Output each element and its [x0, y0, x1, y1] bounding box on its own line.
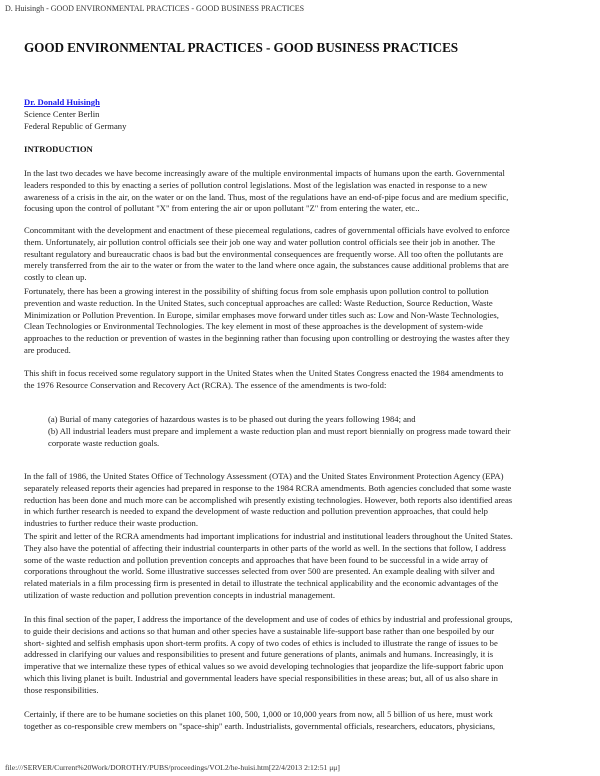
paragraph	[24, 709, 495, 733]
paragraph-line: costly to clean up.	[24, 272, 87, 283]
amendments-list	[48, 414, 511, 449]
paragraph-line: utilization of waste reduction and pollution prevention concepts in industrial management.	[24, 589, 335, 600]
paragraph	[24, 286, 510, 357]
paragraph	[24, 225, 510, 284]
list-line: corporate waste reduction goals.	[48, 437, 160, 448]
paragraph	[24, 168, 508, 215]
section-heading: INTRODUCTION	[24, 144, 93, 154]
paragraph-line: merely transferred from the air to the water or from the water to the land where once again, the substances cause additional problems that are	[24, 260, 509, 271]
paragraph-line: In this final section of the paper, I address the importance of the development and use of codes of ethics by industrial and professional groups,	[24, 614, 513, 624]
paragraph-line: corporations throughout the world. Some illustrative successes selected from over 500 are presented. An example dealing with silver and	[24, 566, 495, 577]
author-link[interactable]: Dr. Donald Huisingh	[24, 97, 100, 107]
paragraph-line: together as co-responsible crew members on "space-ship" earth. Industrialists, governmental officials, researchers, educators, physicians,	[24, 720, 496, 731]
paragraph-line: reduction has been done and much more can be accomplished wih presently existing technologies. However, both reports also identified areas	[24, 494, 513, 505]
paragraph-line: The spirit and letter of the RCRA amendments had important implications for industrial and institutional leaders throughout the United States.	[24, 531, 513, 541]
document-title: GOOD ENVIRONMENTAL PRACTICES - GOOD BUSINESS PRACTICES	[24, 40, 459, 55]
paragraph	[24, 614, 512, 697]
author-affiliation: Science Center Berlin	[24, 108, 100, 119]
paragraph	[24, 471, 512, 530]
paragraph-line: the 1976 Resource Conservation and Recovery Act (RCRA). The essence of the amendments is two-fold:	[24, 379, 387, 390]
author-country: Federal Republic of Germany	[24, 120, 127, 131]
paragraph-line: In the last two decades we have become increasingly aware of the multiple environmental impacts of humans upon the earth. Governmental	[24, 168, 505, 178]
paragraph-line: some of the waste reduction and pollution prevention concepts and approaches that have been found to be successful in a wide array of	[24, 554, 488, 565]
paragraph-line: those responsibilities.	[24, 684, 99, 695]
paragraph-line: This shift in focus received some regulatory support in the United States when the United States Congress enacted the 1984 amendments to	[24, 368, 504, 378]
paragraph-line: industries to further reduce their waste production.	[24, 518, 198, 529]
paragraph-line: Certainly, if there are to be humane societies on this planet 100, 500, 1,000 or 10,000 years from now, all 5 billion of us here, must work	[24, 709, 493, 719]
paragraph-line: focusing upon the control of pollutant "X" from entering the air or upon pollutant "Z" from entering the water, etc..	[24, 203, 420, 214]
paragraph-line: They also have the potential of affecting their industrial counterparts in other parts of the world as well. In the sections that follow, I address	[24, 542, 506, 553]
paragraph-line: which this living planet is built. Industrial and governmental leaders have special responsibilities in these areas; but, all of us also share in	[24, 672, 498, 683]
paragraph-line: In the fall of 1986, the United States Office of Technology Assessment (OTA) and the United States Environment Protection Agency (EPA)	[24, 471, 504, 481]
paragraph-line: Fortunately, there has been a growing interest in the possibility of shifting focus from sole emphasis upon pollution control to pollution	[24, 286, 489, 296]
paragraph-line: addressed in clarifying our values and responsibilities to present and future generations of plants, animals and humans. Increasingly, it is	[24, 649, 494, 660]
page-footer-url: file:///SERVER/Current%20Work/DOROTHY/PUBS/proceedings/VOL2/he-huisi.htm[22/4/2013 2:12:51 μμ]	[5, 763, 340, 772]
paragraph-line: approaches to the reduction or prevention of wastes in the beginning rather than focusing upon controlling or destroying the wastes after they	[24, 333, 510, 344]
paragraph-line: short- sighted and selfish emphasis upon short-term profits. A copy of two codes of ethics is included to illustrate the range of issues to be	[24, 637, 498, 648]
paragraph-line: imperative that we internalize these types of ethical values so we avoid developing technologies that jeopardize the life-support fabric upon	[24, 661, 504, 672]
paragraph-line: awareness of a crisis in the air, on the water or on the land. Thus, most of the regulations have an end-of-pipe focus and are medium specific,	[24, 191, 509, 202]
paragraph-line: leaders responded to this by enacting a series of pollution control legislations. Most of the legislation was enacted in response to a new	[24, 179, 488, 190]
paragraph-line: are produced.	[24, 344, 71, 355]
list-line: (b) All industrial leaders must prepare and implement a waste reduction plan and must report biennially on progress made toward their	[48, 425, 511, 436]
paragraph-line: to guide their decisions and actions so that human and other species have a sustainable life-support base rather than one bespoiled by our	[24, 625, 495, 636]
author-block	[24, 97, 126, 132]
paragraph-line: resultant regulatory and bureaucratic chaos is bad but the environmental consequences are frequently worse. All too often the pollutants are	[24, 248, 504, 259]
paragraph-line: separately released reports their agencies had prepared in response to the 1984 RCRA amendments. Both agencies concluded that some waste	[24, 482, 512, 493]
paragraph-line: Minimization or Pollution Prevention. In Europe, similar emphases move forward under titles such as: Low and Non-Waste Technologies,	[24, 309, 499, 320]
paragraph-line: them. Unfortunately, air pollution control officials see their job one way and water pollution control officials see their job in another. The	[24, 236, 496, 247]
paragraph	[24, 368, 503, 392]
paragraph-line: Clean Technologies or Environmental Technologies. The key element in most of these approaches is the development of system-wide	[24, 321, 483, 332]
list-line: (a) Burial of many categories of hazardous wastes is to be phased out during the years following 1984; and	[48, 414, 416, 424]
paragraph-line: related materials in a film processing firm is presented in detail to illustrate the technical applicability and the economic advantages of the	[24, 578, 499, 589]
paragraph-line: prevention and waste reduction. In the United States, such conceptual approaches are called: Waste Reduction, Source Reduction, Waste	[24, 297, 493, 308]
paragraph	[24, 531, 513, 602]
paragraph-line: Concommitant with the development and enactment of these piecemeal regulations, cadres of governmental officials have evolved to enforce	[24, 225, 510, 235]
page-header: D. Huisingh - GOOD ENVIRONMENTAL PRACTICES - GOOD BUSINESS PRACTICES	[5, 4, 305, 13]
paragraph-line: in which further research is needed to expand the development of waste reduction and pollution prevention approaches, that could help	[24, 506, 488, 517]
